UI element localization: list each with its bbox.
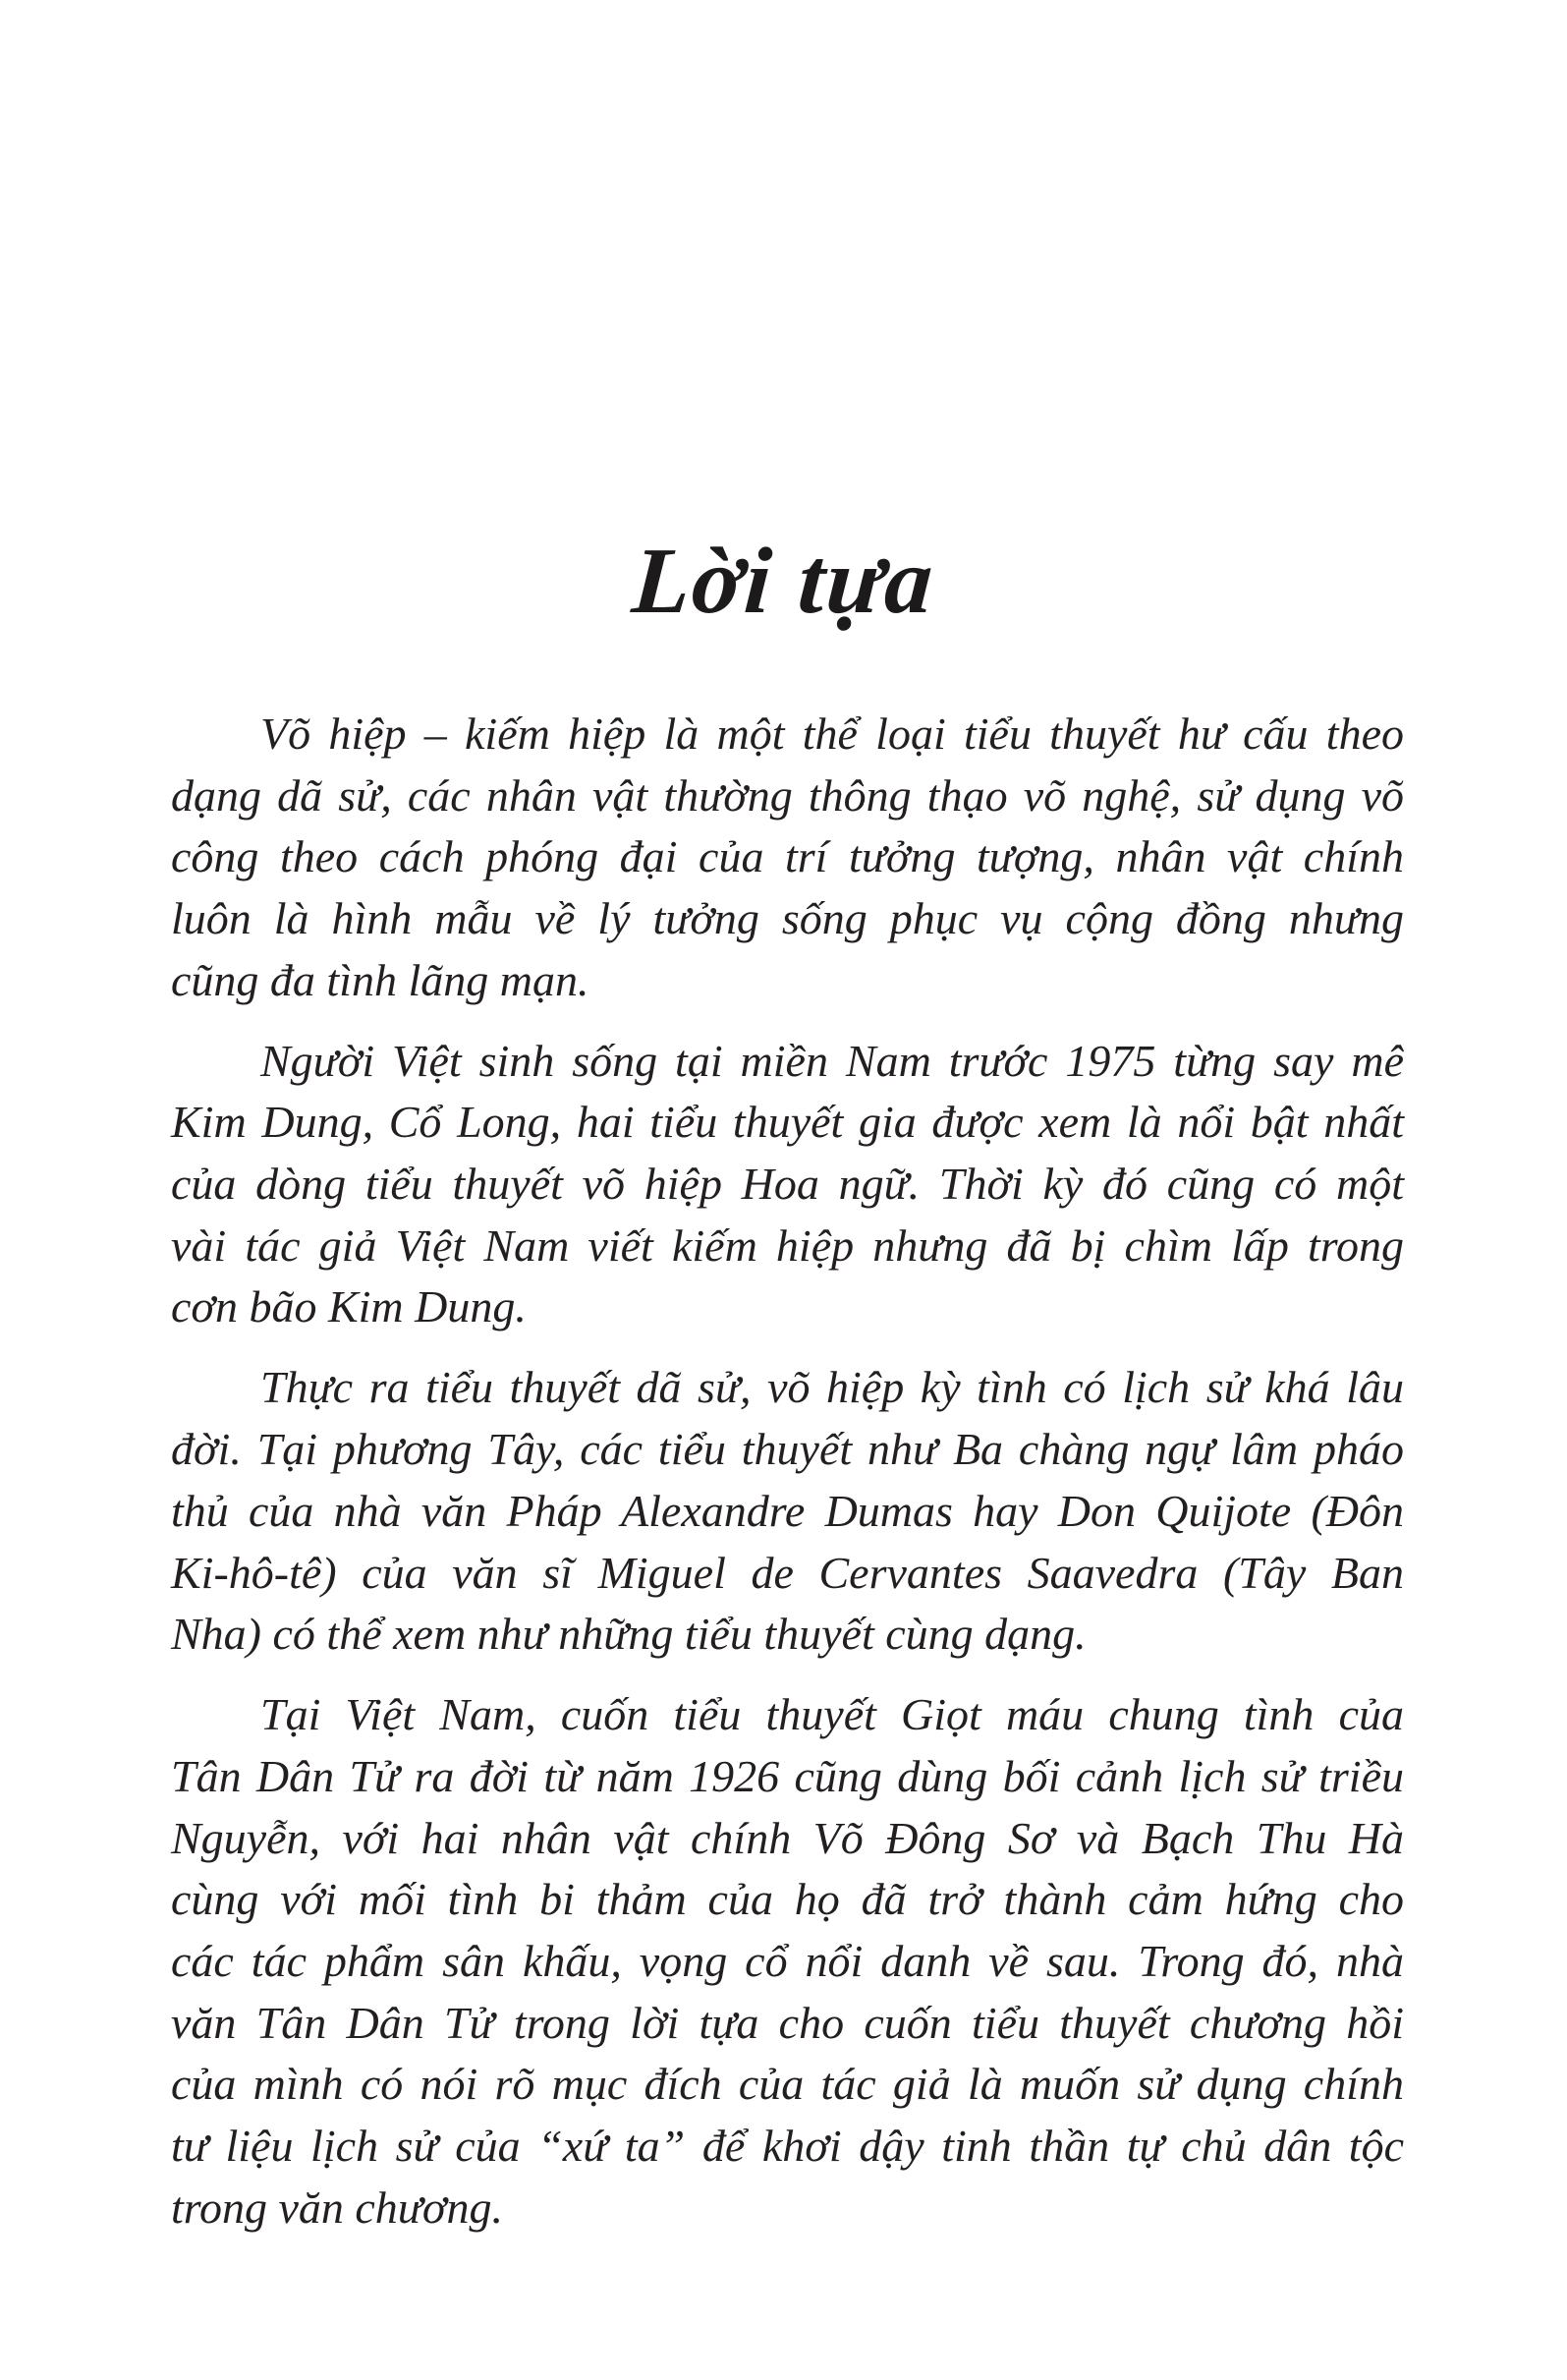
text-line: Nha) có thể xem như những tiểu thuyết cùng dạng. [171, 1609, 1087, 1660]
text-line: luôn là hình mẫu về lý tưởng sống phục vụ cộng đồng nhưng [171, 893, 1404, 944]
paragraph-3 [171, 1357, 1404, 1665]
text-line: của dòng tiểu thuyết võ hiệp Hoa ngữ. Thời kỳ đó cũng có một [171, 1159, 1404, 1210]
text-line: thủ của nhà văn Pháp Alexandre Dumas hay Don Quijote (Đôn [171, 1485, 1404, 1536]
preface-body [171, 704, 1404, 2258]
text-line: công theo cách phóng đại của trí tưởng tượng, nhân vật chính [171, 831, 1404, 882]
text-line: tư liệu lịch sử của “xứ ta” để khơi dậy tinh thần tự chủ dân tộc [171, 2121, 1404, 2172]
text-line: Kim Dung, Cổ Long, hai tiểu thuyết gia được xem là nổi bật nhất [171, 1097, 1404, 1148]
page-title: Lời tựa [629, 528, 938, 633]
paragraph-2 [171, 1031, 1404, 1338]
text-line: các tác phẩm sân khấu, vọng cổ nổi danh về sau. Trong đó, nhà [171, 1935, 1404, 1986]
text-line: của mình có nói rõ mục đích của tác giả là muốn sử dụng chính [171, 2059, 1404, 2110]
text-line: văn Tân Dân Tử trong lời tựa cho cuốn tiểu thuyết chương hồi [171, 1997, 1404, 2048]
text-line: Tân Dân Tử ra đời từ năm 1926 cũng dùng bối cảnh lịch sử triều [171, 1750, 1404, 1801]
text-line: trong văn chương. [171, 2182, 503, 2233]
text-line: Ki-hô-tê) của văn sĩ Miguel de Cervantes Saavedra (Tây Ban [171, 1547, 1404, 1598]
text-line: Người Việt sinh sống tại miền Nam trước 1975 từng say mê [260, 1035, 1404, 1086]
text-line: cơn bão Kim Dung. [171, 1281, 527, 1332]
text-line: Thực ra tiểu thuyết dã sử, võ hiệp kỳ tình có lịch sử khá lâu [260, 1362, 1404, 1413]
text-line: Nguyễn, với hai nhân vật chính Võ Đông Sơ và Bạch Thu Hà [171, 1812, 1404, 1863]
text-line: dạng dã sử, các nhân vật thường thông thạo võ nghệ, sử dụng võ [171, 769, 1404, 821]
paragraph-4 [171, 1684, 1404, 2238]
text-line: đời. Tại phương Tây, các tiểu thuyết như Ba chàng ngự lâm pháo [171, 1424, 1404, 1475]
text-line: Tại Việt Nam, cuốn tiểu thuyết Giọt máu chung tình của [260, 1689, 1404, 1740]
text-line: cùng với mối tình bi thảm của họ đã trở thành cảm hứng cho [171, 1874, 1404, 1925]
text-line: cũng đa tình lãng mạn. [171, 954, 589, 1005]
paragraph-1 [171, 704, 1404, 1011]
text-line: Võ hiệp – kiếm hiệp là một thể loại tiểu thuyết hư cấu theo [260, 708, 1404, 759]
text-line: vài tác giả Việt Nam viết kiếm hiệp nhưng đã bị chìm lấp trong [171, 1219, 1404, 1271]
